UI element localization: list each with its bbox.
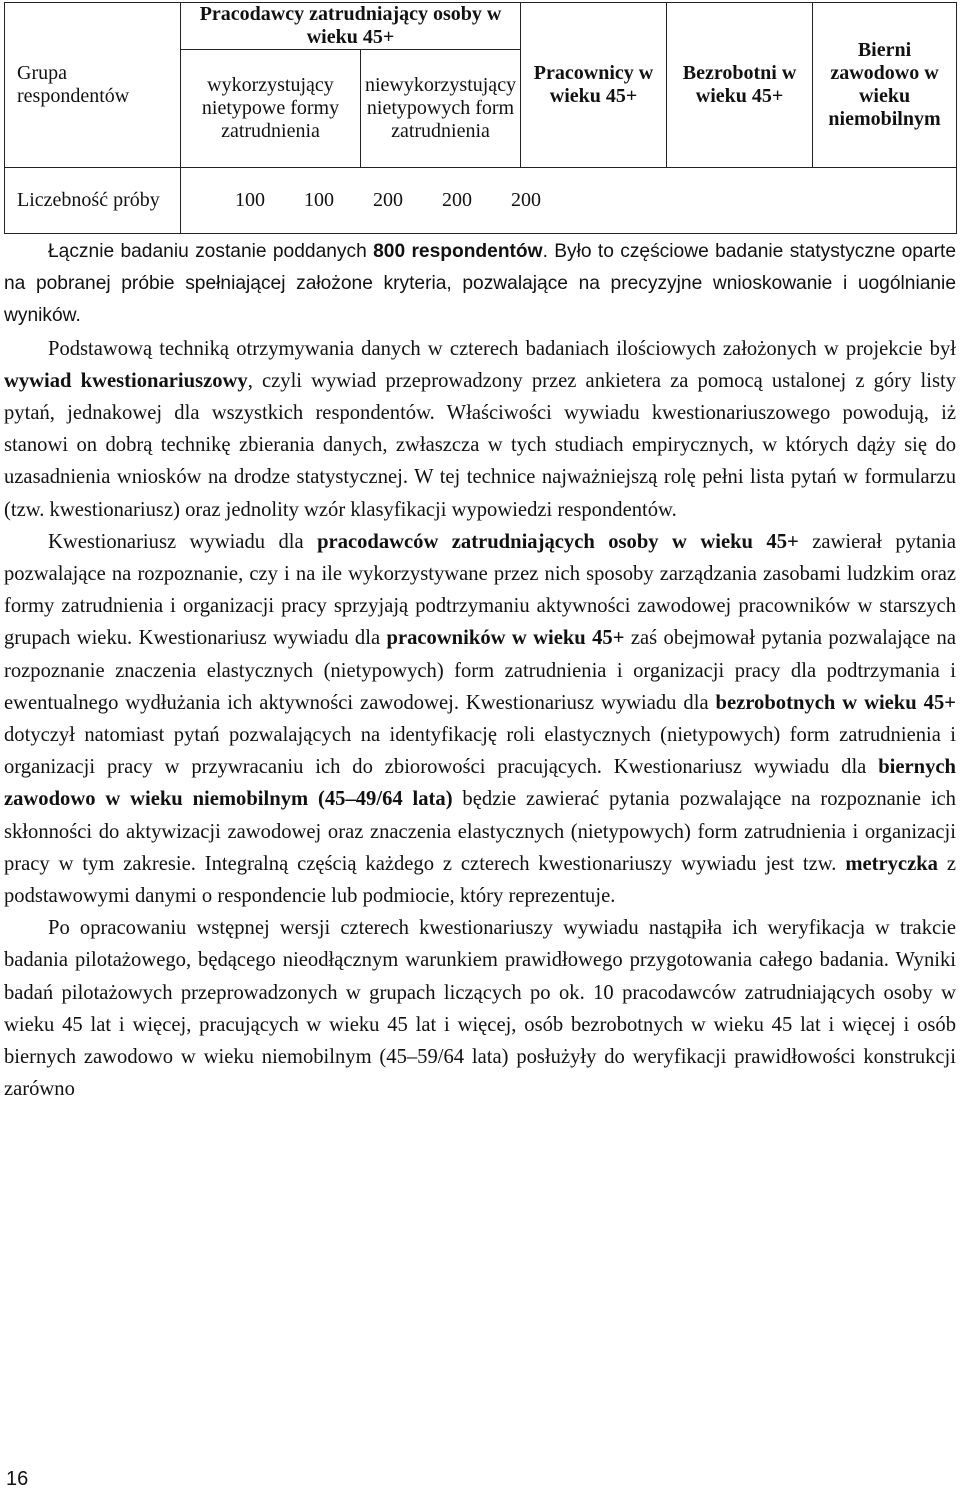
p3-text-a: Kwestionariusz wywiadu dla bbox=[48, 530, 318, 553]
p3-text-e: zaś obejmował pytania pozwalające na rozpoznanie znaczenia elastycznych (nietypowych) form zatrudnienia i organizacji pracy dla podtrzymania i ewentualnego wydłużania ich aktywności zawodowej. Kwestionariusz wywiadu dla bbox=[4, 627, 956, 714]
sample-size-label: Liczebność próby bbox=[17, 189, 160, 211]
employers-header: Pracodawcy zatrudniający osoby w wieku 45+ bbox=[199, 3, 502, 48]
inactive-header-cell bbox=[813, 3, 957, 168]
paragraph-2 bbox=[4, 333, 956, 526]
sample-size-table bbox=[4, 2, 957, 234]
p2-text-a: Podstawową techniką otrzymywania danych w czterech badaniach ilościowych założonych w projekcie był bbox=[48, 337, 956, 360]
count-unemployed: 200 bbox=[442, 189, 472, 211]
p3-bold-unemployed: bezrobotnych w wieku 45+ bbox=[715, 691, 956, 714]
unemployed-header-cell bbox=[667, 3, 813, 168]
p3-text-j: Integralną częścią każdego z czterech kwestionariuszy wywiadu jest tzw. bbox=[195, 852, 846, 875]
p3-bold-employers: pracodawców zatrudniających osoby w wieku 45+ bbox=[317, 530, 799, 553]
p2-bold-interview: wywiad kwestionariuszowy bbox=[4, 369, 248, 392]
group-label: Grupa respondentów bbox=[17, 62, 130, 107]
p3-bold-workers: pracowników w wieku 45+ bbox=[386, 627, 625, 650]
p2-text-d: Właściwości wywiadu kwestionariuszowego powodują, iż stanowi on dobrą technikę zbierania danych, zwłaszcza w tych studiach empirycznych, w których dąży się do uzasadnienia wniosków na drodze statystycznej. W tej technice najważniejszą rolę pełni lista pytań w formularzu (tzw. kwestionariusz) oraz jednolity wzór klasyfikacji wypowiedzi respondentów. bbox=[4, 402, 956, 521]
page-number: 16 bbox=[6, 1468, 29, 1490]
count-employers-using: 100 bbox=[235, 189, 265, 211]
p4-text-a: Po opracowaniu wstępnej wersji czterech kwestionariuszy wywiadu nastąpiła ich weryfikacja w trakcie badania pilotażowego, będącego nieodłącznym warunkiem prawidłowego przygotowania całego badania. Wyniki badań pilotażowych przeprowadzonych w grupach liczących po ok. 10 pracodawców zatrudniających osoby w wieku 45 lat i więcej, pracujących w wieku 45 lat i więcej, osób bezrobotnych w wieku 45 lat i więcej i osób biernych zawodowo w wieku niemobilnym (45–59/64 lata) posłużyły do weryfikacji prawidłowości konstrukcji zarówno bbox=[4, 917, 956, 1101]
p3-bold-metryczka: metryczka bbox=[845, 852, 938, 875]
sample-size-label-cell bbox=[5, 168, 181, 234]
p3-text-c: zawierał pytania pozwalające na rozpoznanie, czy i na ile wykorzystywane przez nich sposoby zarządzania zasobami ludzkim oraz formy zatrudnienia i organizacji pracy sprzyjają podtrzymaniu aktywności zawodowej pracowników w starszych grupach wieku. Kwestionariusz wywiadu dla bbox=[4, 530, 956, 650]
employers-using-label: wykorzystujący nietypowe formy zatrudnienia bbox=[201, 74, 340, 142]
p3-bold-inactive: biernych zawodowo w wieku niemobilnym (45–49/64 lata) bbox=[4, 756, 956, 811]
count-inactive: 200 bbox=[511, 189, 541, 211]
p2-text-c: , czyli wywiad przeprowadzony przez ankietera za pomocą ustalonej z góry listy pytań, jednakowej dla wszystkich respondentów. bbox=[4, 369, 956, 425]
employers-using-cell bbox=[181, 50, 361, 168]
paragraph-1 bbox=[4, 236, 956, 333]
p1-text-c: . Było to częściowe badanie statystyczne oparte na pobranej próbie spełniającej założone kryteria, pozwalające na precyzyjne wnioskowanie i uogólnianie wyników. bbox=[4, 241, 956, 327]
employers-header-cell bbox=[181, 3, 521, 50]
p3-text-g: dotyczył natomiast pytań pozwalających na identyfikację roli elastycznych (nietypowych) form zatrudnienia i organizacji pracy w przywracaniu ich do zbiorowości pracujących. Kwestionariusz wywiadu dla bbox=[4, 724, 956, 779]
unemployed-header: Bezrobotni w wieku 45+ bbox=[682, 62, 797, 107]
employers-not-using-cell bbox=[361, 50, 521, 168]
p1-bold-respondents: 800 respondentów bbox=[373, 241, 543, 262]
p3-text-i: będzie zawierać pytania pozwalające na rozpoznanie ich skłonności do aktywizacji zawodowej oraz znaczenia elastycznych (nietypowych) form zatrudnienia i organizacji pracy w tym zakresie. bbox=[4, 788, 956, 875]
inactive-header: Bierni zawodowo w wieku niemobilnym bbox=[828, 39, 941, 130]
body-text bbox=[4, 236, 956, 1105]
paragraph-4 bbox=[4, 912, 956, 1105]
sample-counts-cell bbox=[181, 168, 957, 234]
p3-text-l: z podstawowymi danymi o respondencie lub podmiocie, który reprezentuje. bbox=[4, 852, 956, 908]
group-label-cell bbox=[5, 3, 181, 168]
employers-not-using-label: niewykorzystujący nietypowych form zatrudnienia bbox=[365, 74, 517, 142]
p1-text-a: Łącznie badaniu zostanie poddanych bbox=[48, 241, 374, 262]
paragraph-3 bbox=[4, 526, 956, 912]
workers-header: Pracownicy w wieku 45+ bbox=[533, 62, 654, 107]
workers-header-cell bbox=[521, 3, 667, 168]
count-workers: 200 bbox=[373, 189, 403, 211]
count-employers-not-using: 100 bbox=[304, 189, 334, 211]
